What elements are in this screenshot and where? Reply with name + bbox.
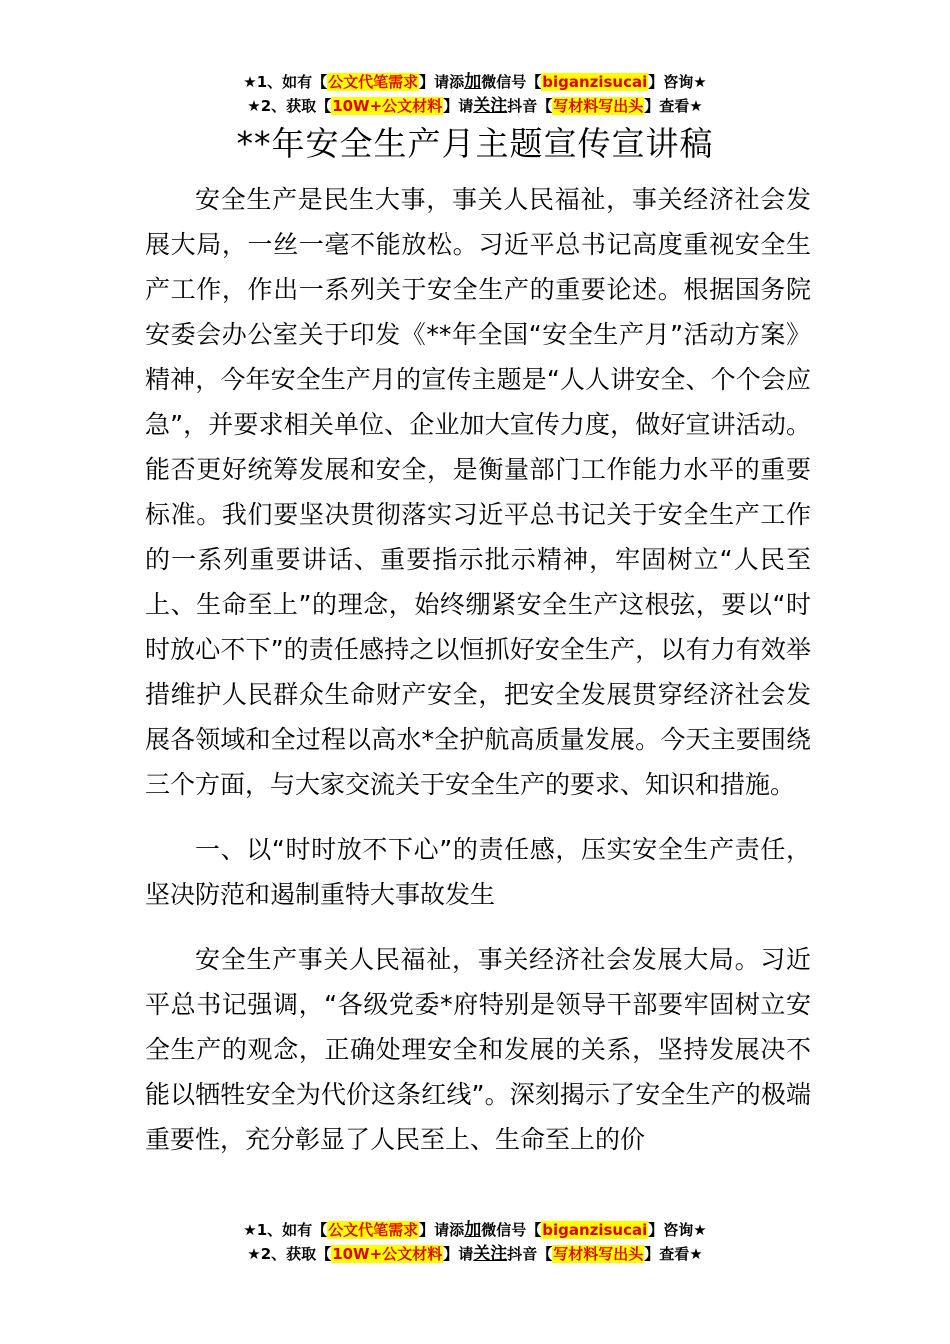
underlined-text: 加 [464,1220,482,1240]
underlined-text: 加 [464,72,482,92]
footer-banner [0,1218,950,1266]
highlight-materials: 10W+公文材料 [332,1245,443,1263]
banner-text: 】查看★ [644,97,703,115]
highlight-douyin-account: 写材料写出头 [553,1245,644,1263]
underlined-text: 关注 [473,96,508,116]
banner-line-1 [0,1218,950,1242]
highlight-materials: 10W+公文材料 [332,97,443,115]
highlight-wechat-id: biganzisucai [542,1221,648,1239]
banner-text: 微信号【 [481,1221,542,1239]
paragraph-intro: 安全生产是民生大事，事关人民福祉，事关经济社会发展大局，一丝一毫不能放松。习近平总书记高度重视安全生产工作，作出一系列关于安全生产的重要论述。根据国务院安委会办公室关于印发《**年全国“安全生产月”活动方案》精神，今年安全生产月的宣传主题是“人人讲安全、个个会应急”，并要求相关单位、企业加大宣传力度，做好宣讲活动。能否更好统筹发展和安全，是衡量部门工作能力水平的重要标准。我们要坚决贯彻落实习近平总书记关于安全生产工作的一系列重要讲话、重要指示批示精神，牢固树立“人民至上、生命至上”的理念，始终绷紧安全生产这根弦，要以“时时放心不下”的责任感持之以恒抓好安全生产，以有力有效举措维护人民群众生命财产安全，把安全发展贯穿经济社会发展各领域和全过程以高水*全护航高质量发展。今天主要围绕三个方面，与大家交流关于安全生产的要求、知识和措施。 [145,185,811,799]
banner-text: 】请添 [419,73,465,91]
banner-line-2 [0,94,950,118]
banner-line-2 [0,1242,950,1266]
document-body [145,177,811,1182]
banner-text: 】咨询★ [648,73,707,91]
paragraph-section-1: 安全生产事关人民福祉，事关经济社会发展大局。习近平总书记强调，“各级党委*府特别是领导干部要牢固树立安全生产的观念，正确处理安全和发展的关系，坚持发展决不能以牺牲安全为代价这条红线”。深刻揭示了安全生产的极端重要性，充分彰显了人民至上、生命至上的价 [145,945,811,1154]
banner-text: ★1、如有【 [243,1221,328,1239]
section-heading-1: 一、以“时时放不下心”的责任感，压实安全生产责任，坚决防范和遏制重特大事故发生 [145,835,811,909]
highlight-douyin-account: 写材料写出头 [553,97,644,115]
highlight-service: 公文代笔需求 [328,73,419,91]
banner-text: 】查看★ [644,1245,703,1263]
banner-line-1 [0,70,950,94]
banner-text: 抖音【 [507,1245,553,1263]
banner-text: 】请添 [419,1221,465,1239]
banner-text: 】咨询★ [648,1221,707,1239]
banner-text: 】请 [443,97,474,115]
banner-text: 微信号【 [481,73,542,91]
banner-text: ★1、如有【 [243,73,328,91]
highlight-service: 公文代笔需求 [328,1221,419,1239]
banner-text: 】请 [443,1245,474,1263]
highlight-wechat-id: biganzisucai [542,73,648,91]
banner-text: ★2、获取【 [247,97,332,115]
header-banner [0,70,950,118]
banner-text: ★2、获取【 [247,1245,332,1263]
document-title: **年安全生产月主题宣传宣讲稿 [236,124,714,163]
underlined-text: 关注 [473,1244,508,1264]
banner-text: 抖音【 [507,97,553,115]
